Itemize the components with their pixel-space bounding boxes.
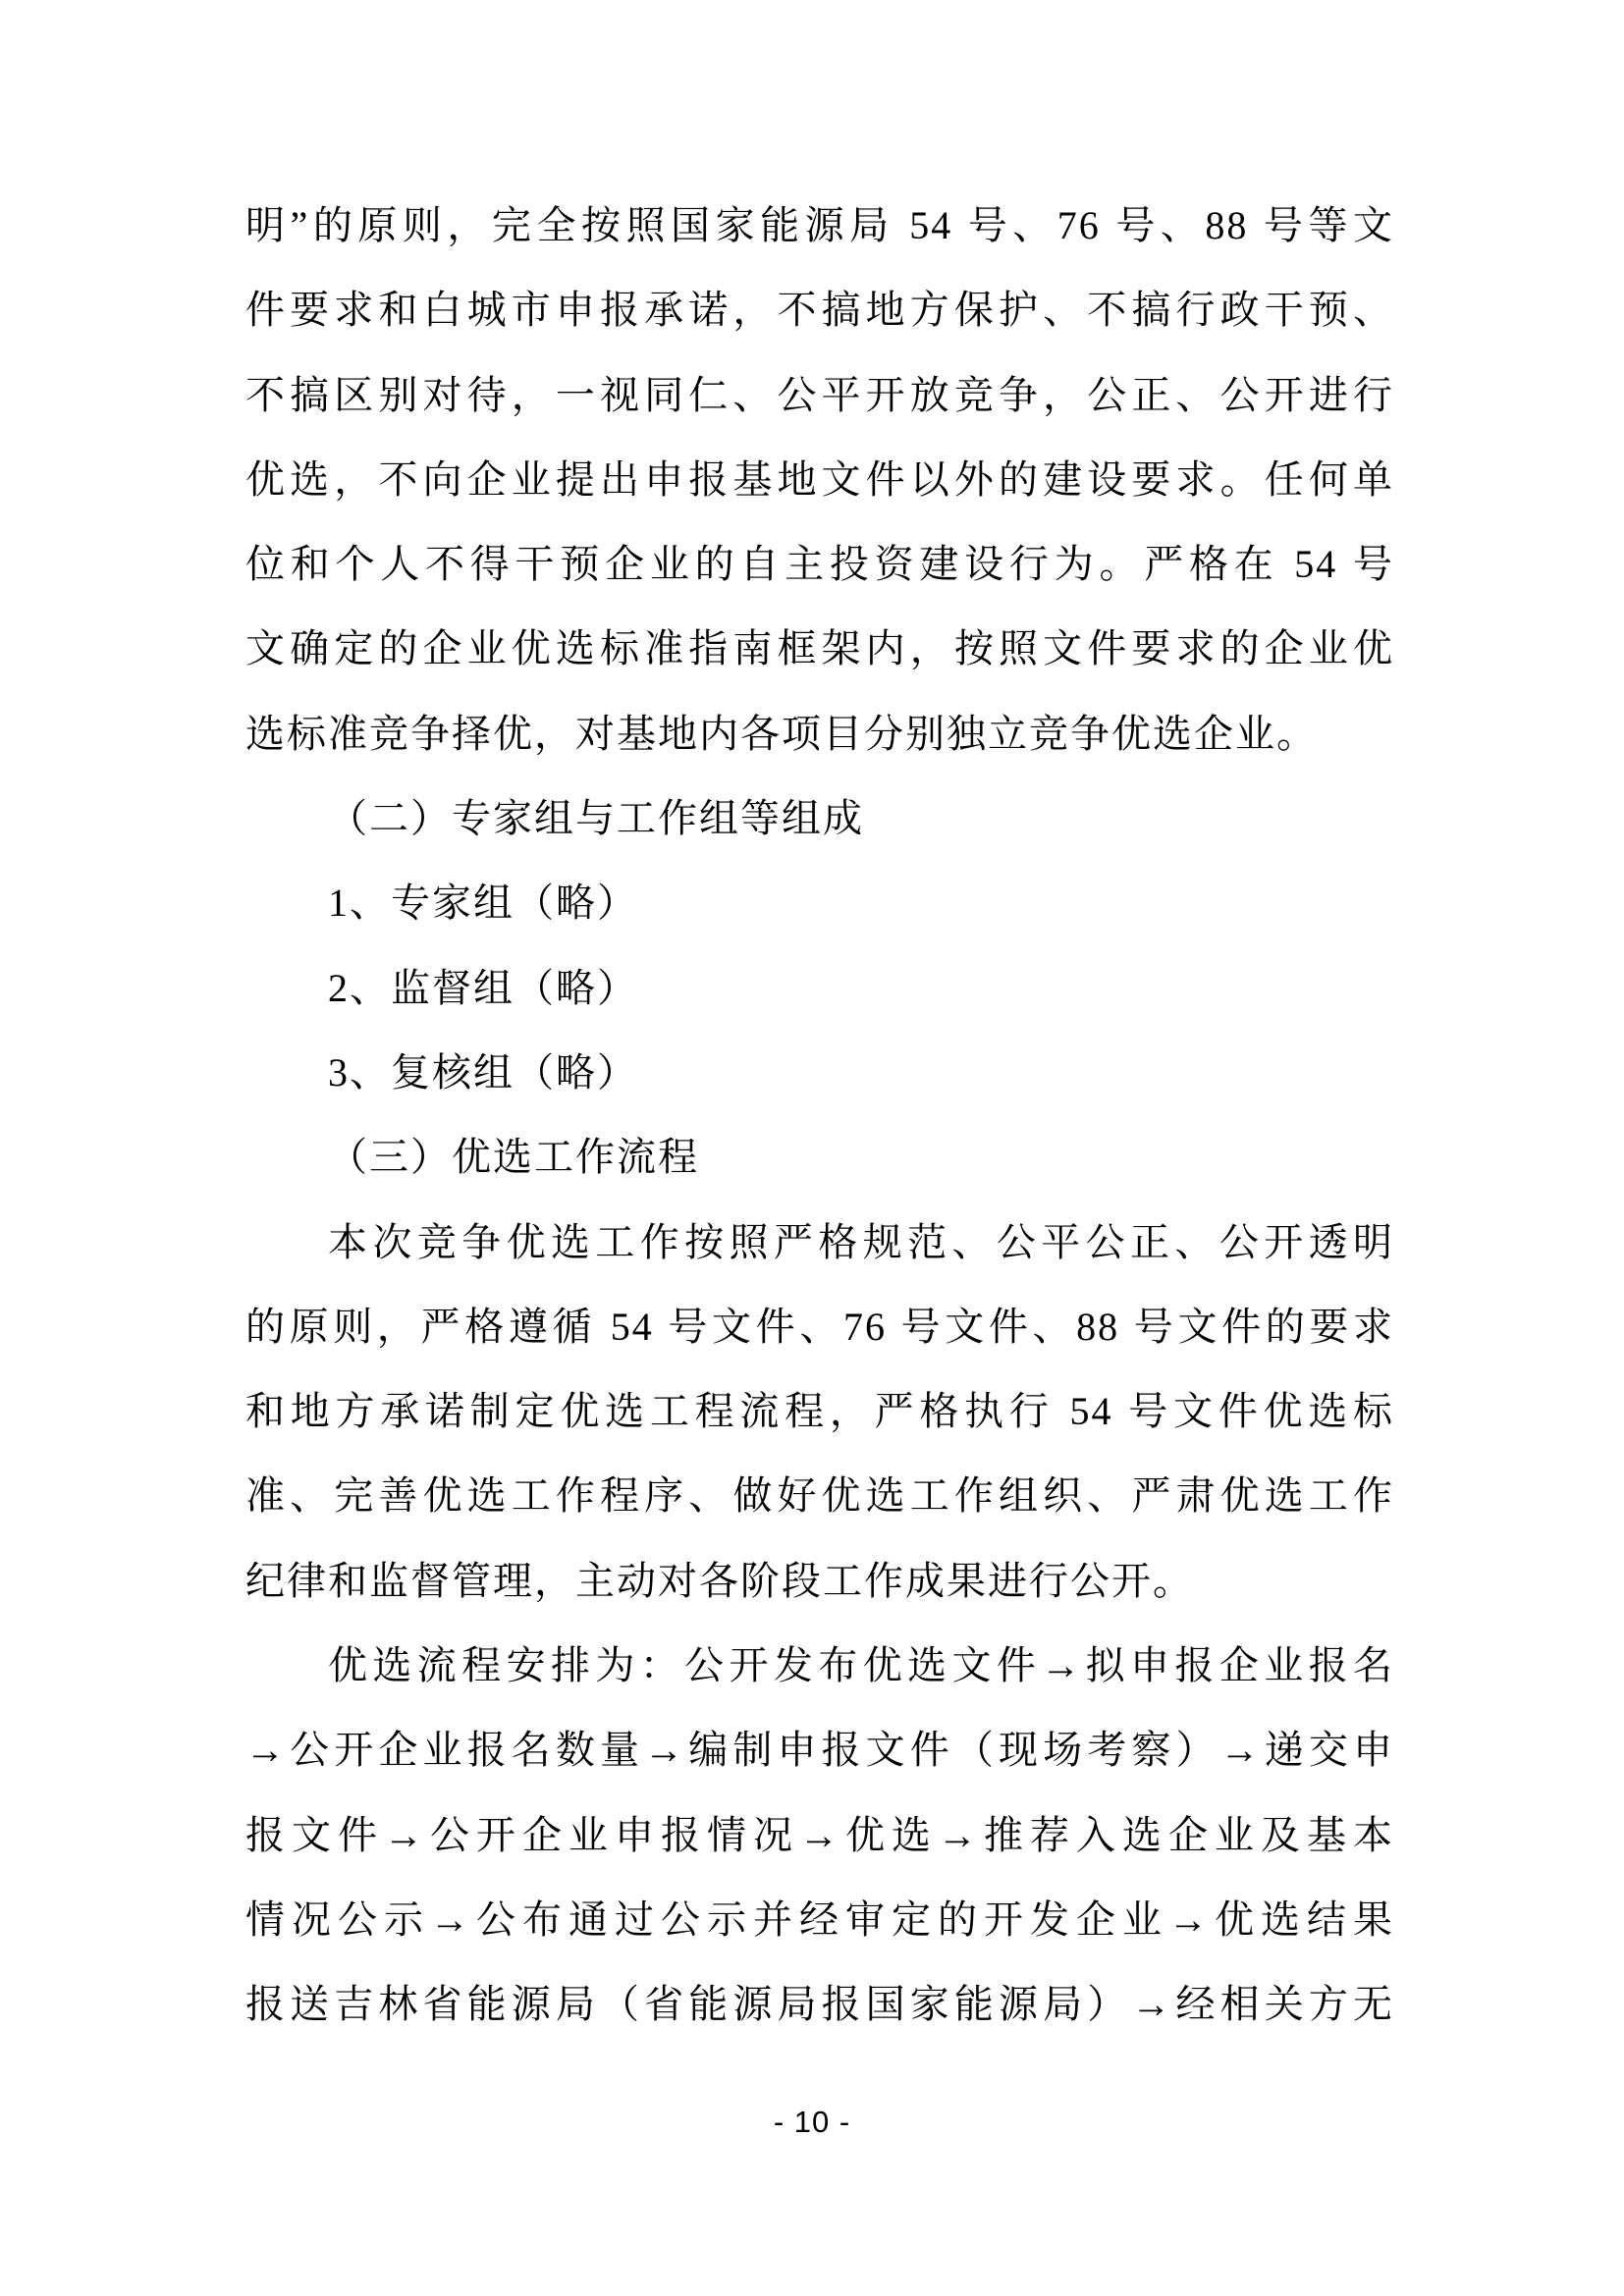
text-line: 优选流程安排为：公开发布优选文件→拟申报企业报名 [328,1643,1394,1688]
text-line: 位和个人不得干预企业的自主投资建设行为。严格在 54 号 [245,542,1394,587]
text-line: →公开企业报名数量→编制申报文件（现场考察）→递交申 [245,1728,1394,1773]
list-item: 2、监督组（略） [328,965,638,1010]
text-line: 纪律和监督管理，主动对各阶段工作成果进行公开。 [245,1558,1194,1603]
text-line: 和地方承诺制定优选工程流程，严格执行 54 号文件优选标 [245,1389,1394,1434]
text-line: 情况公示→公布通过公示并经审定的开发企业→优选结果 [245,1896,1394,1942]
list-item: 1、专家组（略） [328,881,638,926]
text-line: 报送吉林省能源局（省能源局报国家能源局）→经相关方无 [245,1982,1394,2027]
page-number: - 10 - [773,2105,851,2139]
text-line: 不搞区别对待，一视同仁、公平开放竞争，公正、公开进行 [245,372,1394,417]
section-heading: （二）专家组与工作组等组成 [328,796,864,841]
text-line: 优选，不向企业提出申报基地文件以外的建设要求。任何单 [245,456,1394,502]
text-line: 件要求和白城市申报承诺，不搞地方保护、不搞行政干预、 [245,288,1394,333]
text-line: 准、完善优选工作程序、做好优选工作组织、严肃优选工作 [245,1473,1394,1519]
text-line: 报文件→公开企业申报情况→优选→推荐入选企业及基本 [245,1812,1394,1857]
section-heading: （三）优选工作流程 [328,1135,699,1180]
list-item: 3、复核组（略） [328,1049,638,1095]
text-line: 文确定的企业优选标准指南框架内，按照文件要求的企业优 [245,626,1394,671]
text-line: 本次竞争优选工作按照严格规范、公平公正、公开透明 [328,1219,1394,1264]
text-line: 选标准竞争择优，对基地内各项目分别独立竞争优选企业。 [245,711,1318,756]
document-body [245,184,1394,2048]
text-line: 明”的原则，完全按照国家能源局 54 号、76 号、88 号等文 [245,203,1394,247]
text-line: 的原则，严格遵循 54 号文件、76 号文件、88 号文件的要求 [245,1304,1394,1349]
